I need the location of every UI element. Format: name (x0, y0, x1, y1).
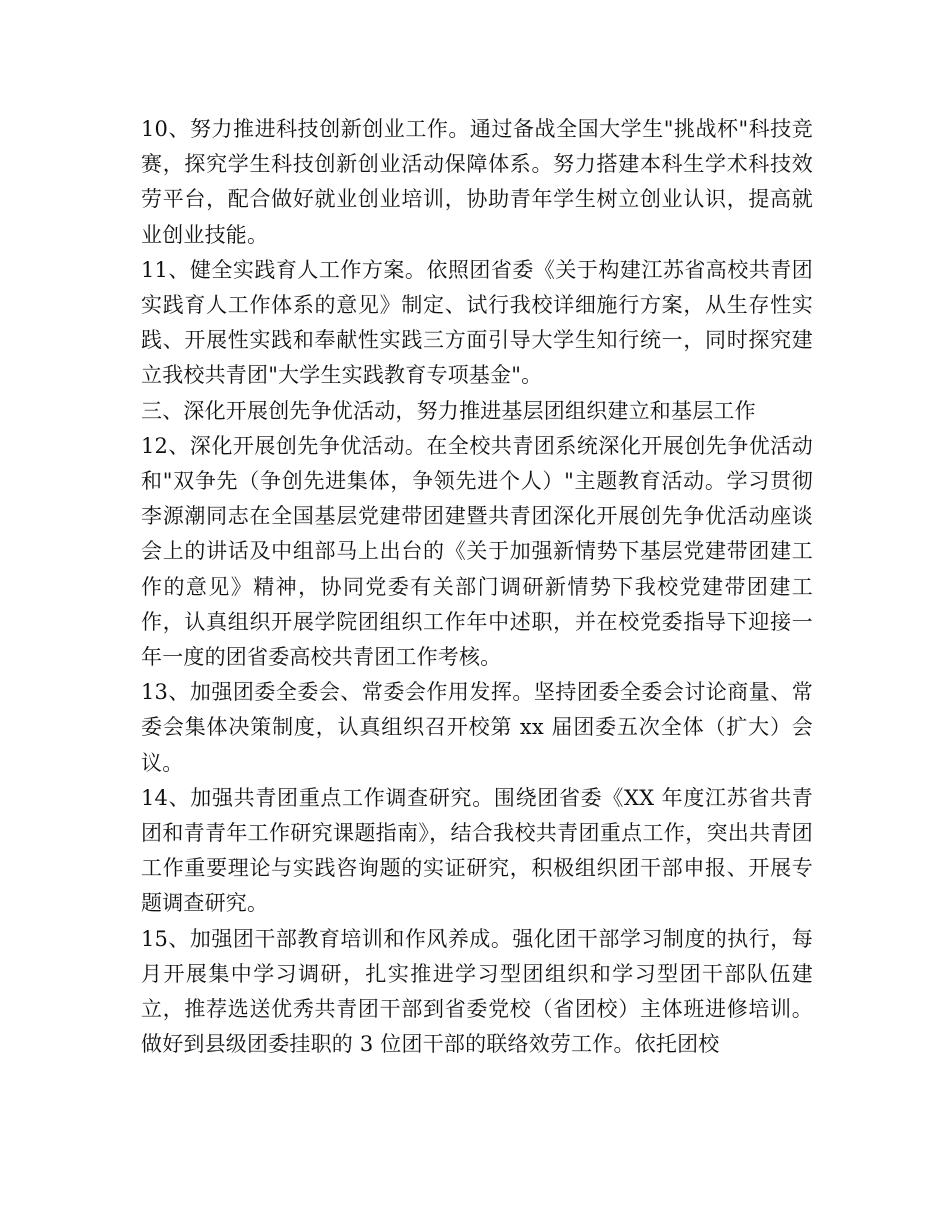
paragraph-item-10: 10、努力推进科技创新创业工作。通过备战全国大学生"挑战杯"科技竞赛，探究学生科技创新创业活动保障体系。努力搭建本科生学术科技效劳平台，配合做好就业创业培训，协助青年学生树立创业认识，提高就业创业技能。 (141, 117, 813, 247)
paragraph-item-11: 11、健全实践育人工作方案。依照团省委《关于构建江苏省高校共青团实践育人工作体系的意见》制定、试行我校详细施行方案，从生存性实践、开展性实践和奉献性实践三方面引导大学生知行统一，同时探究建立我校共青团"大学生实践教育专项基金"。 (141, 257, 813, 388)
paragraph-item-12: 12、深化开展创先争优活动。在全校共青团系统深化开展创先争优活动和"双争先（争创先进集体，争领先进个人）"主题教育活动。学习贯彻李源潮同志在全国基层党建带团建暨共青团深化开展创先争优活动座谈会上的讲话及中组部马上出台的《关于加强新情势下基层党建带团建工作的意见》精神，协同党委有关部门调研新情势下我校党建带团建工作，认真组织开展学院团组织工作年中述职，并在校党委指导下迎接一年一度的团省委高校共青团工作考核。 (141, 433, 813, 670)
paragraph-item-15: 15、加强团干部教育培训和作风养成。强化团干部学习制度的执行，每月开展集中学习调研，扎实推进学习型团组织和学习型团干部队伍建立，推荐选送优秀共青团干部到省委党校（省团校）主体班进修培训。做好到县级团委挂职的 3 位团干部的联络效劳工作。依托团校 (141, 926, 813, 1057)
document-body (141, 112, 813, 1062)
paragraph-item-14: 14、加强共青团重点工作调查研究。围绕团省委《XX 年度江苏省共青团和青青年工作研究课题指南》，结合我校共青团重点工作，突出共青团工作重要理论与实践咨询题的实证研究，积极组织团干部申报、开展专题调查研究。 (141, 785, 813, 916)
section-heading-3: 三、深化开展创先争优活动，努力推进基层团组织建立和基层工作 (141, 398, 756, 423)
paragraph-item-13: 13、加强团委全委会、常委会作用发挥。坚持团委全委会讨论商量、常委会集体决策制度，认真组织召开校第 xx 届团委五次全体（扩大）会议。 (141, 680, 813, 775)
